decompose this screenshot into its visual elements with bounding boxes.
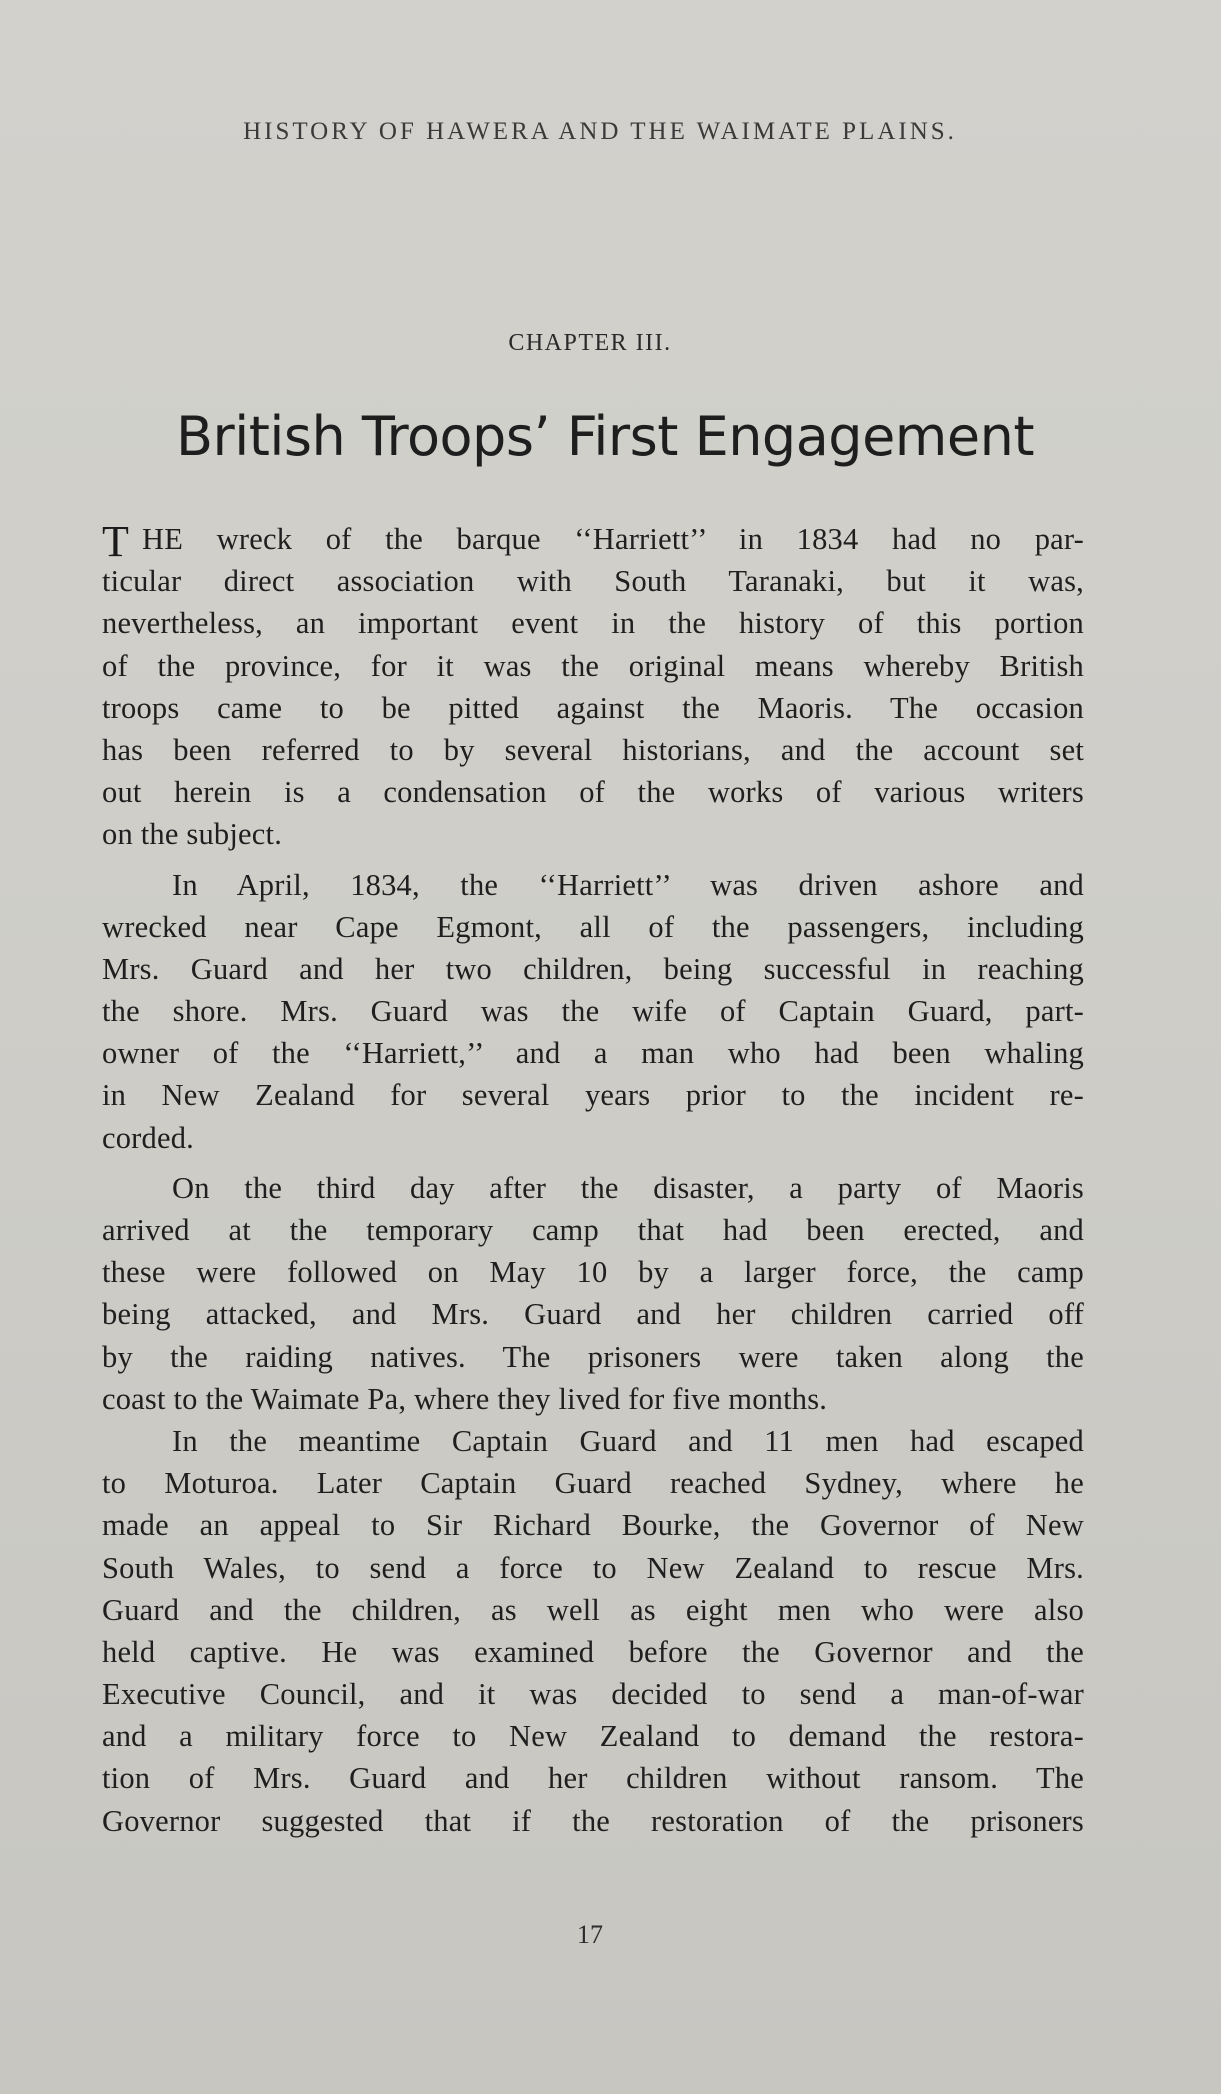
text-line: on the subject.	[102, 817, 283, 852]
text-line: to Moturoa. Later Captain Guard reached Sydney, where he	[102, 1466, 1084, 1501]
text-line: these were followed on May 10 by a larger force, the camp	[102, 1255, 1084, 1290]
text-line: Mrs. Guard and her two children, being successful in reaching	[102, 951, 1084, 986]
text-line-content: HE wreck of the barque ‘‘Harriett’’ in 1834 had no par-	[142, 522, 1084, 556]
paragraph-3	[102, 1167, 1084, 1420]
chapter-title: British Troops’ First Engagement	[175, 405, 1035, 468]
body-text	[102, 518, 1084, 1842]
text-line: coast to the Waimate Pa, where they lived for five months.	[102, 1381, 828, 1416]
text-line: Governor suggested that if the restoration of the prisoners	[102, 1803, 1084, 1838]
text-line: in New Zealand for several years prior to the incident re-	[102, 1078, 1084, 1113]
text-line: has been referred to by several historians, and the account set	[102, 732, 1084, 767]
text-line: by the raiding natives. The prisoners were taken along the	[102, 1339, 1084, 1374]
text-line: out herein is a condensation of the works of various writers	[102, 775, 1084, 810]
text-line: being attacked, and Mrs. Guard and her children carried off	[102, 1297, 1084, 1332]
text-line: troops came to be pitted against the Maoris. The occasion	[102, 690, 1084, 725]
text-line: ticular direct association with South Taranaki, but it was,	[102, 564, 1084, 599]
drop-cap: T	[102, 517, 130, 566]
text-line: nevertheless, an important event in the history of this portion	[102, 606, 1084, 641]
text-line: the shore. Mrs. Guard was the wife of Captain Guard, part-	[102, 994, 1084, 1029]
text-line: tion of Mrs. Guard and her children without ransom. The	[102, 1761, 1084, 1796]
text-line: In April, 1834, the ‘‘Harriett’’ was driven ashore and	[172, 867, 1084, 902]
text-line: In the meantime Captain Guard and 11 men had escaped	[172, 1423, 1084, 1458]
running-head: HISTORY OF HAWERA AND THE WAIMATE PLAINS.	[243, 118, 957, 145]
paragraph-4	[102, 1420, 1084, 1842]
text-line	[102, 517, 1084, 566]
text-line: made an appeal to Sir Richard Bourke, the Governor of New	[102, 1508, 1084, 1543]
text-line: arrived at the temporary camp that had been erected, and	[102, 1213, 1084, 1247]
paragraph-2	[102, 864, 1084, 1159]
text-line: wrecked near Cape Egmont, all of the passengers, including	[102, 909, 1084, 944]
text-line: South Wales, to send a force to New Zealand to rescue Mrs.	[102, 1550, 1084, 1585]
chapter-label: CHAPTER III.	[508, 330, 672, 356]
text-line: and a military force to New Zealand to demand the restora-	[102, 1719, 1084, 1754]
text-line: On the third day after the disaster, a party of Maoris	[172, 1170, 1084, 1205]
text-line: corded.	[102, 1120, 195, 1155]
text-line: Executive Council, and it was decided to send a man-of-war	[102, 1677, 1084, 1712]
paragraph-1	[102, 518, 1084, 856]
text-line: of the province, for it was the original means whereby British	[102, 648, 1084, 683]
page-number: 17	[577, 1920, 603, 1949]
text-line: owner of the ‘‘Harriett,’’ and a man who had been whaling	[102, 1036, 1084, 1071]
text-line: Guard and the children, as well as eight men who were also	[102, 1592, 1084, 1627]
text-line: held captive. He was examined before the Governor and the	[102, 1634, 1084, 1669]
